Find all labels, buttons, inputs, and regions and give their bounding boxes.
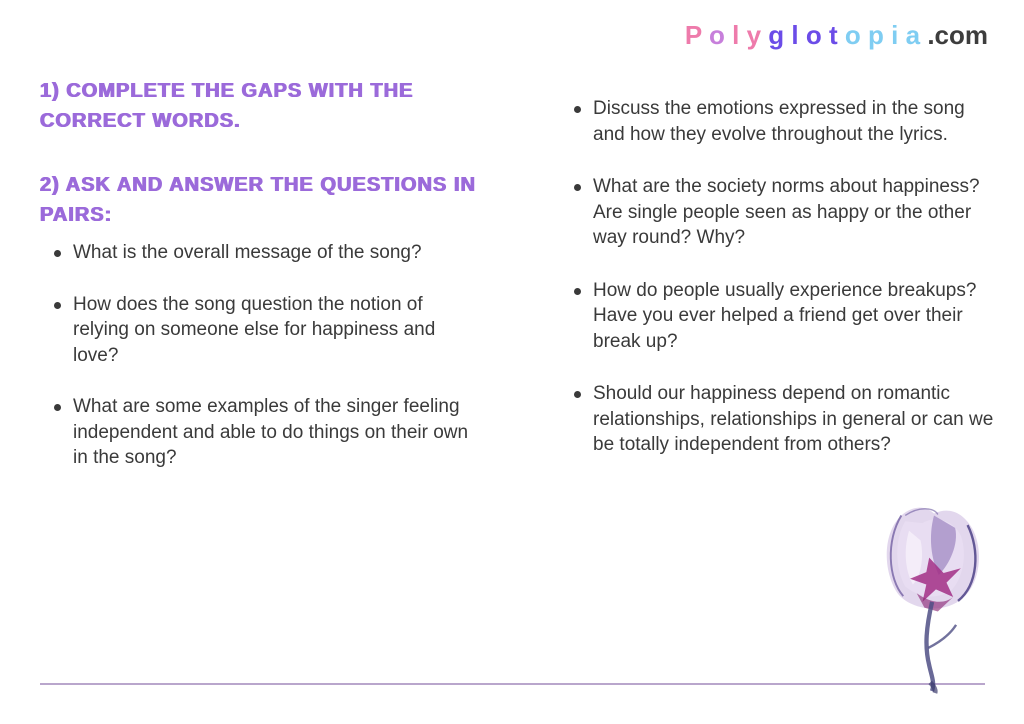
question-item [54,394,476,471]
footer-divider [40,683,985,685]
question-item [54,240,476,266]
exercise-2-heading: 2) ASK AND ANSWER THE QUESTIONS IN PAIRS: [40,174,476,226]
question-item [54,292,476,369]
flower-graphic [874,502,994,694]
logo-segment: .com [927,20,988,50]
logo-segment: l [791,20,799,50]
exercise-1-heading: 1) COMPLETE THE GAPS WITH THE CORRECT WORDS. [40,80,414,132]
logo-segment: p [868,20,884,50]
logo-segment: o [805,20,822,50]
left-column [40,76,476,497]
bullet-icon [574,184,581,191]
question-item [574,278,994,355]
bullet-icon [574,288,581,295]
question-text: Discuss the emotions expressed in the song and how they evolve throughout the lyrics. [593,98,965,145]
left-question-list [40,240,476,471]
logo-segment: g [768,20,785,50]
logo-segment: o [708,20,725,50]
logo-segment: y [746,20,762,50]
right-column [570,96,994,485]
logo-segment: a [905,20,921,50]
question-text: Should our happiness depend on romantic relationships, relationships in general or can we be totally independent from others? [593,383,994,455]
logo-segment: i [891,20,899,50]
bullet-icon [54,250,61,257]
bullet-icon [54,404,61,411]
logo-segment: P [684,20,702,50]
bullet-icon [54,302,61,309]
question-text: What are the society norms about happiness? Are single people seen as happy or the other way round? Why? [593,176,980,248]
question-text: How does the song question the notion of relying on someone else for happiness and love? [73,293,436,366]
bullet-icon [574,391,581,398]
question-item [574,174,994,251]
right-question-list [570,96,994,458]
site-logo [685,20,988,51]
question-item [574,381,994,458]
logo-segment: o [844,20,861,50]
bullet-icon [574,106,581,113]
watercolor-flower-image [874,502,994,694]
logo-segment: t [828,20,838,50]
question-text: What are some examples of the singer feeling independent and able to do things on their own in the song? [73,396,469,468]
logo-segment: l [732,20,740,50]
question-text: What is the overall message of the song? [73,242,422,263]
question-text: How do people usually experience breakups? Have you ever helped a friend get over their break up? [593,279,977,352]
question-item [574,96,994,147]
